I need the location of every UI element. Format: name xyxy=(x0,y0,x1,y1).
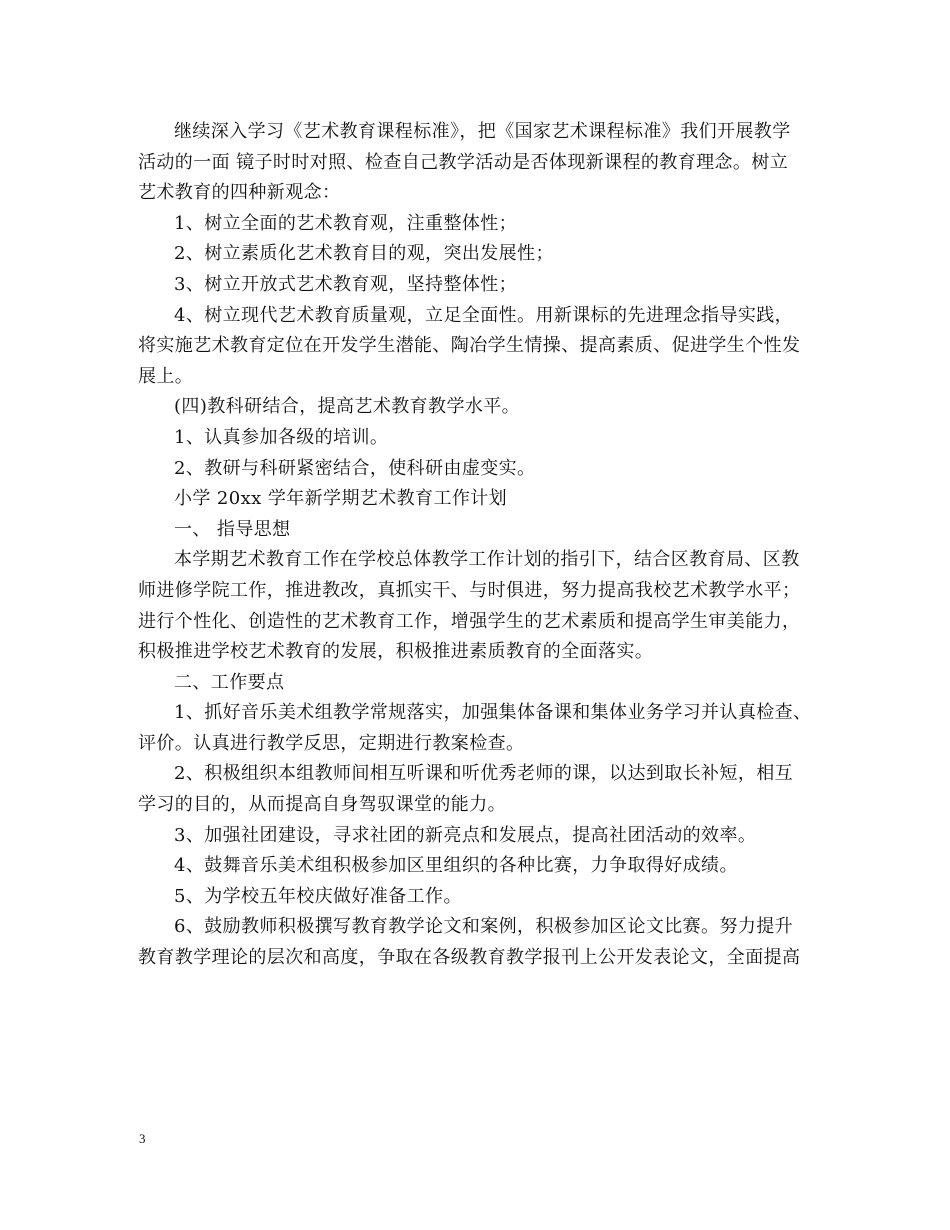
paragraph-line: 展上。 xyxy=(138,365,194,387)
paragraph-line: 学习的目的，从而提高自身驾驭课堂的能力。 xyxy=(138,794,506,816)
section-heading: (四)教科研结合，提高艺术教育教学水平。 xyxy=(174,396,521,418)
list-item: 4、鼓舞音乐美术组积极参加区里组织的各种比赛，力争取得好成绩。 xyxy=(174,855,738,877)
document-body xyxy=(138,117,818,974)
list-item: 1、认真参加各级的培训。 xyxy=(174,426,389,448)
list-item: 1、抓好音乐美术组教学常规落实，加强集体备课和集体业务学习并认真检查、 xyxy=(174,702,812,724)
paragraph-line: 艺术教育的四种新观念： xyxy=(138,182,341,204)
list-item: 6、鼓励教师积极撰写教育教学论文和案例，积极参加区论文比赛。努力提升 xyxy=(174,916,794,938)
list-item: 3、加强社团建设，寻求社团的新亮点和发展点，提高社团活动的效率。 xyxy=(174,824,757,846)
paragraph-line: 积极推进学校艺术教育的发展，积极推进素质教育的全面落实。 xyxy=(138,641,654,663)
page-number: 3 xyxy=(139,1131,146,1146)
section-heading: 一、 指导思想 xyxy=(174,518,291,540)
list-item: 5、为学校五年校庆做好准备工作。 xyxy=(174,885,462,907)
list-item: 2、积极组织本组教师间相互听课和听优秀老师的课，以达到取长补短，相互 xyxy=(174,763,794,785)
section-heading: 二、工作要点 xyxy=(174,671,285,693)
paragraph-line: 继续深入学习《艺术教育课程标准》，把《国家艺术课程标准》我们开展教学 xyxy=(174,121,791,142)
paragraph-line: 教育教学理论的层次和高度，争取在各级教育教学报刊上公开发表论文，全面提高 xyxy=(138,947,801,969)
list-item: 1、树立全面的艺术教育观，注重整体性； xyxy=(174,212,518,234)
list-item: 3、树立开放式艺术教育观，坚持整体性； xyxy=(174,273,518,295)
document-title: 小学 20xx 学年新学期艺术教育工作计划 xyxy=(174,488,508,510)
paragraph-line: 评价。认真进行教学反思，定期进行教案检查。 xyxy=(138,732,525,754)
list-item: 4、树立现代艺术教育质量观，立足全面性。用新课标的先进理念指导实践， xyxy=(174,304,794,326)
paragraph-line: 活动的一面 镜子时时对照、检查自己教学活动是否体现新课程的教育理念。树立 xyxy=(138,151,789,173)
paragraph-line: 进行个性化、创造性的艺术教育工作，增强学生的艺术素质和提高学生审美能力， xyxy=(138,610,801,632)
paragraph-line: 将实施艺术教育定位在开发学生潜能、陶冶学生情操、提高素质、促进学生个性发 xyxy=(138,335,801,357)
list-item: 2、树立素质化艺术教育目的观，突出发展性； xyxy=(174,243,554,265)
paragraph-line: 师进修学院工作，推进教改，真抓实干、与时俱进，努力提高我校艺术教学水平； xyxy=(138,579,801,601)
paragraph-line: 本学期艺术教育工作在学校总体教学工作计划的指引下，结合区教育局、区教 xyxy=(174,549,800,571)
list-item: 2、教研与科研紧密结合，使科研由虚变实。 xyxy=(174,457,536,479)
